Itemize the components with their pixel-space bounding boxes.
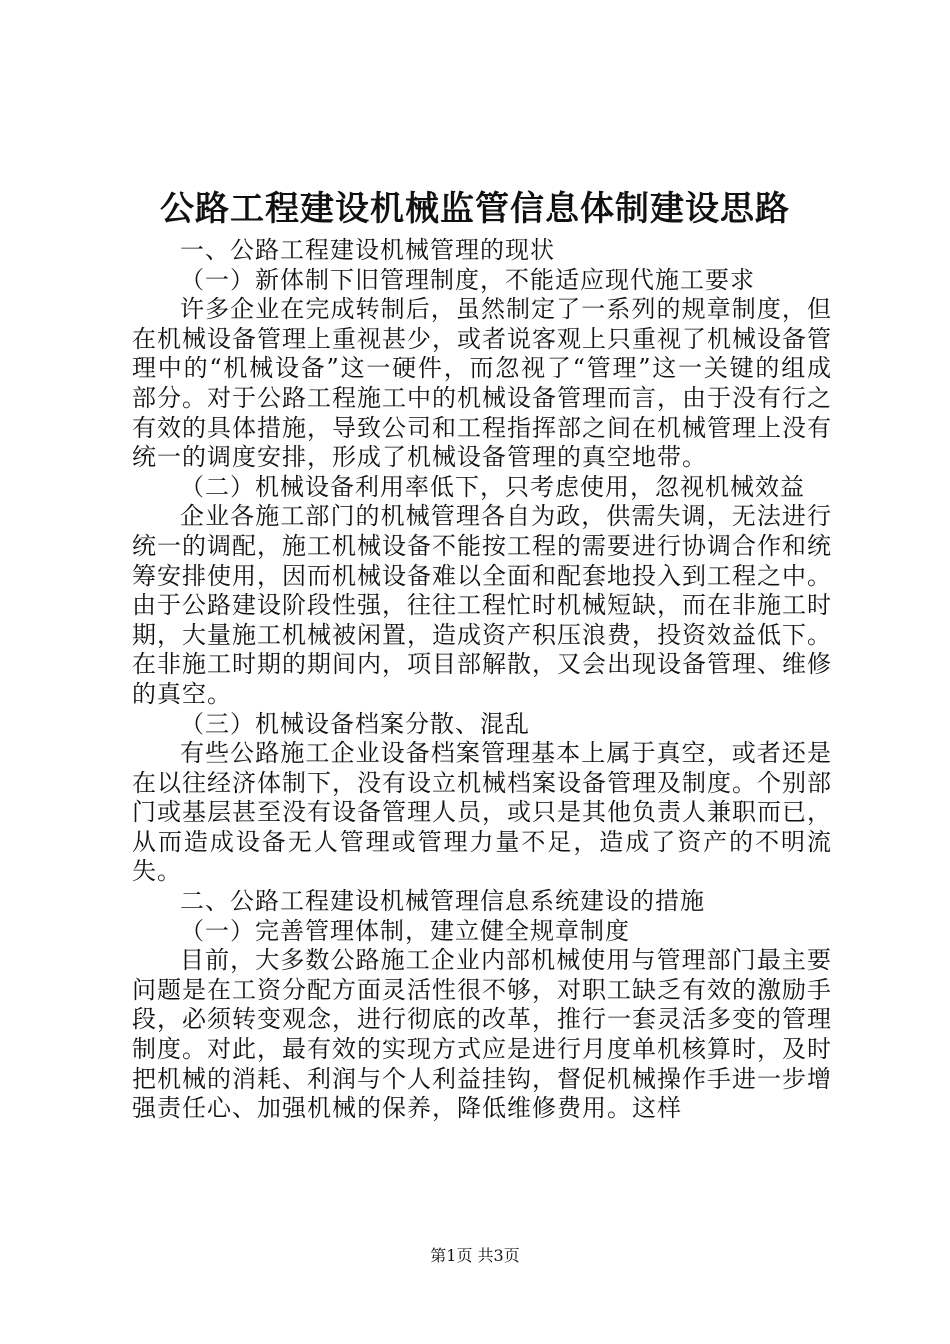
section-heading: 一、公路工程建设机械管理的现状 [180,236,555,264]
page-number-footer: 第1页 共3页 [430,1246,520,1265]
body-paragraph: 企业各施工部门的机械管理各自为政，供需失调，无法进行统一的调配，施工机械设备不能按工程的需要进行协调合作和统筹安排使用，因而机械设备难以全面和配套地投入到工程之中。由于公路建设阶段性强，往往工程忙时机械短缺，而在非施工时期，大量施工机械被闲置，造成资产积压浪费，投资效益低下。在非施工时期的期间内，项目部解散，又会出现设备管理、维修的真空。 [132,502,832,708]
body-paragraph: 许多企业在完成转制后，虽然制定了一系列的规章制度，但在机械设备管理上重视甚少，或者说客观上只重视了机械设备管理中的“机械设备”这一硬件，而忽视了“管理”这一关键的组成部分。对于公路工程施工中的机械设备管理而言，由于没有行之有效的具体措施，导致公司和工程指挥部之间在机械管理上没有统一的调度安排，形成了机械设备管理的真空地带。 [132,295,832,472]
section-heading: 二、公路工程建设机械管理信息系统建设的措施 [180,887,705,916]
body-paragraph: 目前，大多数公路施工企业内部机械使用与管理部门最主要问题是在工资分配方面灵活性很不够，对职工缺乏有效的激励手段，必须转变观念，进行彻底的改革，推行一套灵活多变的管理制度。对此，最有效的实现方式应是进行月度单机核算时，及时把机械的消耗、利润与个人利益挂钩，督促机械操作手进一步增强责任心、加强机械的保养，降低维修费用。这样 [132,946,832,1123]
subsection-heading: （三）机械设备档案分散、混乱 [180,709,530,738]
subsection-heading: （一）新体制下旧管理制度，不能适应现代施工要求 [180,265,755,294]
subsection-heading: （二）机械设备利用率低下，只考虑使用，忽视机械效益 [180,472,805,501]
body-paragraph: 有些公路施工企业设备档案管理基本上属于真空，或者还是在以往经济体制下，没有设立机械档案设备管理及制度。个别部门或基层甚至没有设备管理人员，或只是其他负责人兼职而已，从而造成设备无人管理或管理力量不足，造成了资产的不明流失。 [132,739,832,886]
subsection-heading: （一）完善管理体制，建立健全规章制度 [180,916,630,945]
document-title: 公路工程建设机械监管信息体制建设思路 [160,189,790,229]
document-body [132,236,832,1124]
